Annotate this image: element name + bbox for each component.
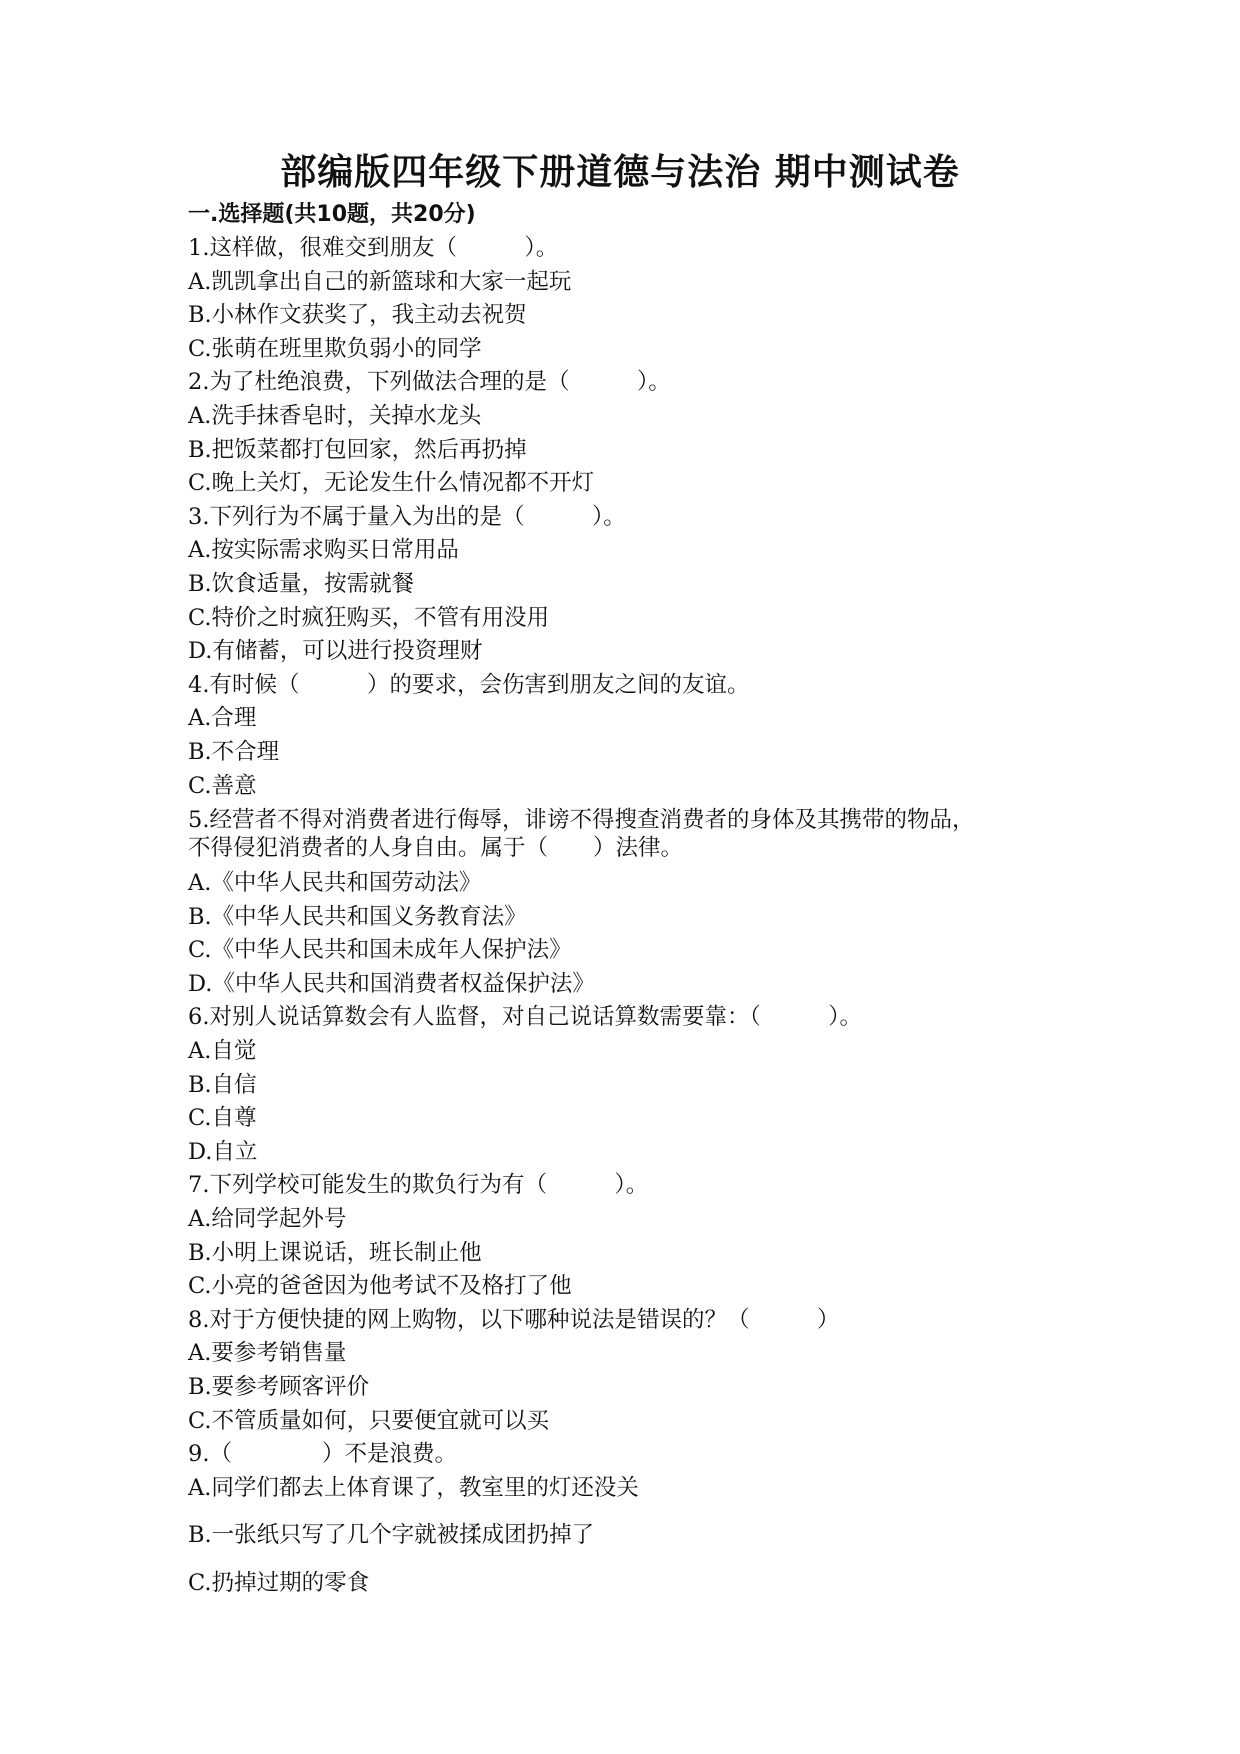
section-heading: 一.选择题(共10题，共20分) [188,202,476,227]
question-6-stem: 6.对别人说话算数会有人监督，对自己说话算数需要靠：（ ）。 [188,1004,862,1031]
question-7-option-b: B.小明上课说话，班长制止他 [188,1239,482,1266]
question-9-option-c: C.扔掉过期的零食 [188,1569,370,1596]
question-3-option-b: B.饮食适量，按需就餐 [188,570,415,597]
question-list [188,232,1068,1601]
question-5-option-d: D.《中华人民共和国消费者权益保护法》 [188,970,595,997]
question-8-option-c: C.不管质量如何，只要便宜就可以买 [188,1407,550,1434]
question-1-option-c: C.张萌在班里欺负弱小的同学 [188,335,482,362]
question-7-option-c: C.小亮的爸爸因为他考试不及格打了他 [188,1273,572,1300]
question-5-stem-continued: 不得侵犯消费者的人身自由。属于（ ）法律。 [188,835,684,862]
question-3-option-d: D.有储蓄，可以进行投资理财 [188,638,483,665]
question-4-option-c: C.善意 [188,772,257,799]
question-1-option-b: B.小林作文获奖了，我主动去祝贺 [188,302,527,329]
question-6-option-a: A.自觉 [188,1038,257,1065]
question-1-option-a: A.凯凯拿出自己的新篮球和大家一起玩 [188,268,572,295]
question-2-option-b: B.把饭菜都打包回家，然后再扔掉 [188,436,527,463]
question-9-option-a: A.同学们都去上体育课了，教室里的灯还没关 [188,1474,639,1501]
question-7-option-a: A.给同学起外号 [188,1206,347,1233]
question-4-option-a: A.合理 [188,705,257,732]
question-6-option-b: B.自信 [188,1071,257,1098]
question-9-stem: 9.（ ）不是浪费。 [188,1441,457,1468]
question-8-stem: 8.对于方便快捷的网上购物，以下哪种说法是错误的？（ ） [188,1306,840,1333]
question-2-option-a: A.洗手抹香皂时，关掉水龙头 [188,402,482,429]
question-8-option-b: B.要参考顾客评价 [188,1374,370,1400]
question-6-option-d: D.自立 [188,1138,258,1165]
question-3-option-a: A.按实际需求购买日常用品 [188,537,459,564]
question-7-stem: 7.下列学校可能发生的欺负行为有（ ）。 [188,1172,649,1199]
question-4-option-b: B.不合理 [188,738,280,765]
question-3-option-c: C.特价之时疯狂购买，不管有用没用 [188,604,550,631]
question-4-stem: 4.有时候（ ）的要求，会伤害到朋友之间的友谊。 [188,671,750,698]
question-5-option-a: A.《中华人民共和国劳动法》 [188,870,482,897]
question-5-option-c: C.《中华人民共和国未成年人保护法》 [188,937,572,964]
question-8-option-a: A.要参考销售量 [188,1340,347,1367]
question-3-stem: 3.下列行为不属于量入为出的是（ ）。 [188,503,626,530]
question-9-option-b: B.一张纸只写了几个字就被揉成团扔掉了 [188,1522,595,1549]
question-2-stem: 2.为了杜绝浪费，下列做法合理的是（ ）。 [188,369,671,396]
question-5-option-b: B.《中华人民共和国义务教育法》 [188,903,527,930]
question-6-option-c: C.自尊 [188,1105,257,1132]
question-2-option-c: C.晚上关灯，无论发生什么情况都不开灯 [188,470,595,497]
page-title: 部编版四年级下册道德与法治 期中测试卷 [280,152,960,193]
question-5-stem: 5.经营者不得对消费者进行侮辱，诽谤不得搜查消费者的身体及其携带的物品， [188,807,975,834]
question-1-stem: 1.这样做，很难交到朋友（ ）。 [188,235,559,261]
